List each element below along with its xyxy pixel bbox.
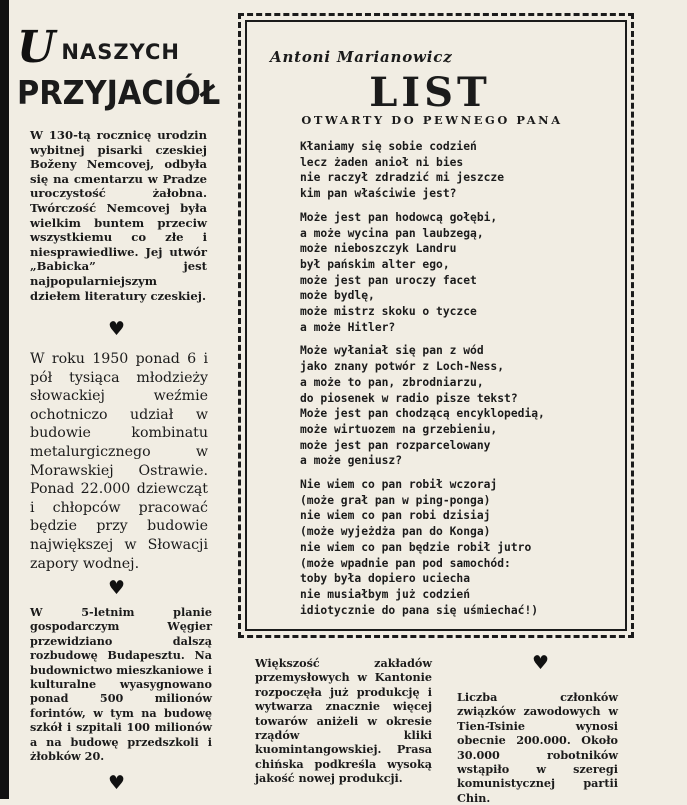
poem-line: a może to pan, zbrodniarzu, [300,375,484,389]
heart-icon: ♥ [108,318,126,340]
poem-line: (może wpadnie pan pod samochód: [300,556,511,570]
heart-icon: ♥ [532,652,550,674]
left-edge-bar [0,0,9,799]
article-slovak-youth: W roku 1950 ponad 6 i pół tysiąca młodzieży słowackiej weźmie ochotniczo udział w budowie kombinatu metalurgicznego w Morawskiej Ostrawie. Ponad 22.000 dziewcząt i chłopców pracować będzie przy budowie największej w Słowacji zapory wodnej. [30,351,208,572]
article-budapest: W 5-letnim planie gospodarczym Węgier przewidziano dalszą rozbudowę Budapesztu. Na budownictwo mieszkaniowe i kulturalne wyasygnowano ponad 500 milionów forintów, w tym na budowę szkół i szpitali 100 milionów a na budowę przedszkoli i żłobków 20. [30,605,212,764]
poem-line: a może wycina pan laubzegą, [300,226,484,240]
poem-stanza [300,343,620,469]
poem-line: do piosenek w radio pisze tekst? [300,391,518,405]
poem-line: może bydlę, [300,289,375,303]
column-header [17,22,225,112]
poem-line: nie musiałbym już codzień [300,587,471,601]
poem-line: nie wiem co pan robi dzisiaj [300,509,491,523]
poem-line: może jest pan uroczy facet [300,273,477,287]
poem-line: nie wiem co pan będzie robił jutro [300,540,532,554]
poem-line: może mistrz skoku o tyczce [300,305,477,319]
poem-line: był pańskim alter ego, [300,257,450,271]
poem-line: jako znany potwór z Loch-Ness, [300,360,505,374]
article-canton: Większość zakładów przemysłowych w Kantonie rozpoczęła już produkcję i wytwarza znacznie więcej towarów aniżeli w okresie rządów kliki kuomintangowskiej. Prasa chińska podkreśla wysoką jakość nowej produkcji. [255,656,432,786]
header-word-top: NASZYCH [61,40,180,64]
poem-stanza [300,477,620,618]
poem-subtitle: OTWARTY DO PEWNEGO PANA [301,113,563,127]
poem-line: Nie wiem co pan robił wczoraj [300,478,498,492]
poem-line: lecz żaden anioł ni bies [300,155,464,169]
poem-line: (może wyjeżdża pan do Konga) [300,525,491,539]
poem-author: Antoni Marianowicz [270,48,453,66]
poem-line: (może grał pan w ping-ponga) [300,493,491,507]
poem-line: Kłaniamy się sobie codzień [300,140,477,153]
poem-line: nie raczył zdradzić mi jeszcze [300,171,505,185]
poem-line: Może jest pan hodowcą gołębi, [300,210,498,224]
heart-icon: ♥ [108,577,126,599]
article-nemcova: W 130-tą rocznicę urodzin wybitnej pisarki czeskiej Boženy Nemcovej, odbyła się na cmentarzu w Pradze uroczystość żałobna. Twórczość Nemcovej była wielkim buntem przeciw wszystkiemu co złe i niesprawiedliwe. Jej utwór „Babicka” jest najpopularniejszym dziełem literatury czeskiej. [30,128,207,303]
poem-line: Może wyłaniał się pan z wód [300,344,484,358]
article-tientsin: Liczba członków związków zawodowych w Tien-Tsinie wynosi obecnie 200.000. Około 30.000 robotników wstąpiło w szeregi komunistycznej partii Chin. [457,690,618,805]
poem-line: a może Hitler? [300,320,396,334]
poem-line: może jest pan rozparcelowany [300,438,491,452]
poem-line: a może geniusz? [300,454,403,468]
poem-title: LIST [369,69,491,116]
poem-stanza [300,139,620,202]
poem-line: może wirtuozem na grzebieniu, [300,422,498,436]
poem-line: toby była dopiero uciecha [300,572,471,586]
header-word-bottom: PRZYJACIÓŁ [17,73,221,112]
poem-line: Może jest pan chodzącą encyklopedią, [300,407,545,421]
heart-icon: ♥ [108,772,126,794]
poem-line: kim pan właściwie jest? [300,187,457,201]
poem-stanza [300,210,620,336]
poem-body [300,139,620,626]
poem-line: idiotycznie do pana się uśmiechać!) [300,603,539,617]
poem-line: może nieboszczyk Landru [300,242,457,256]
header-initial: U [17,22,56,73]
